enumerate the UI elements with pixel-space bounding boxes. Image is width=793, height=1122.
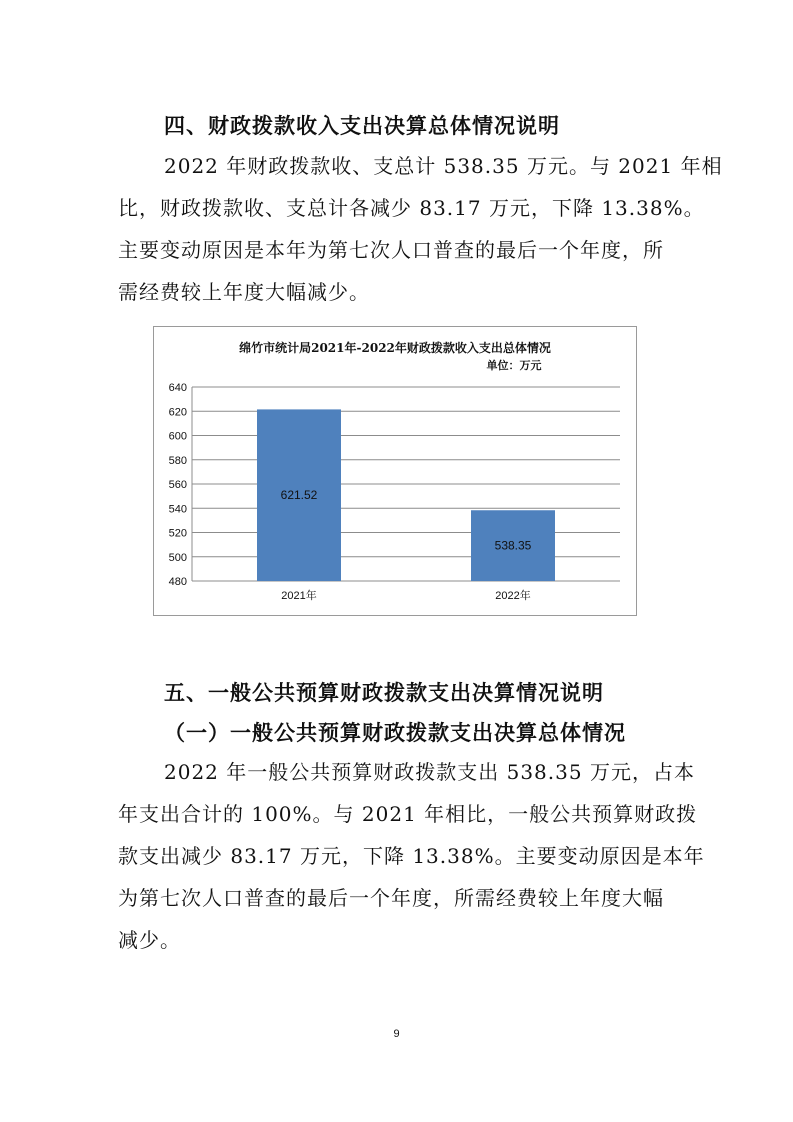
paragraph-line: 为第七次人口普查的最后一个年度，所需经费较上年度大幅 bbox=[118, 886, 664, 910]
chart-title: 绵竹市统计局2021年-2022年财政拨款收入支出总体情况 bbox=[239, 341, 551, 355]
y-tick-label: 560 bbox=[168, 479, 187, 491]
y-tick-label: 580 bbox=[168, 454, 187, 467]
paragraph-line: 2022 年一般公共预算财政拨款支出 538.35 万元，占本 bbox=[164, 760, 695, 784]
bar-chart-svg bbox=[154, 327, 636, 615]
section5-subheading: （一）一般公共预算财政拨款支出决算总体情况 bbox=[164, 721, 626, 745]
bar-chart bbox=[153, 326, 637, 616]
chart-grid bbox=[192, 387, 620, 581]
y-tick-label: 640 bbox=[168, 382, 187, 394]
paragraph-line: 主要变动原因是本年为第七次人口普查的最后一个年度，所 bbox=[118, 238, 664, 262]
y-tick-label: 600 bbox=[168, 430, 187, 443]
y-tick-label: 500 bbox=[168, 551, 187, 564]
x-tick-label: 2021年 bbox=[281, 590, 317, 602]
page-number: 9 bbox=[393, 1028, 400, 1040]
section5-heading: 五、一般公共预算财政拨款支出决算情况说明 bbox=[164, 681, 604, 705]
paragraph-line: 款支出减少 83.17 万元，下降 13.38%。主要变动原因是本年 bbox=[118, 844, 705, 868]
y-tick-label: 620 bbox=[168, 406, 187, 419]
y-tick-label: 540 bbox=[168, 503, 187, 516]
data-label: 538.35 bbox=[494, 538, 532, 553]
paragraph-line: 比，财政拨款收、支总计各减少 83.17 万元，下降 13.38%。 bbox=[118, 196, 705, 220]
chart-subtitle: 单位：万元 bbox=[486, 359, 542, 372]
paragraph-line: 2022 年财政拨款收、支总计 538.35 万元。与 2021 年相 bbox=[164, 154, 723, 178]
y-tick-label: 480 bbox=[168, 576, 187, 588]
data-label: 621.52 bbox=[280, 488, 318, 503]
x-tick-label: 2022年 bbox=[495, 590, 531, 602]
paragraph-line: 年支出合计的 100%。与 2021 年相比，一般公共预算财政拨 bbox=[118, 802, 698, 826]
section4-heading: 四、财政拨款收入支出决算总体情况说明 bbox=[164, 114, 560, 138]
paragraph-line: 需经费较上年度大幅减少。 bbox=[118, 280, 370, 304]
paragraph-line: 减少。 bbox=[118, 928, 181, 952]
y-tick-label: 520 bbox=[168, 527, 187, 540]
